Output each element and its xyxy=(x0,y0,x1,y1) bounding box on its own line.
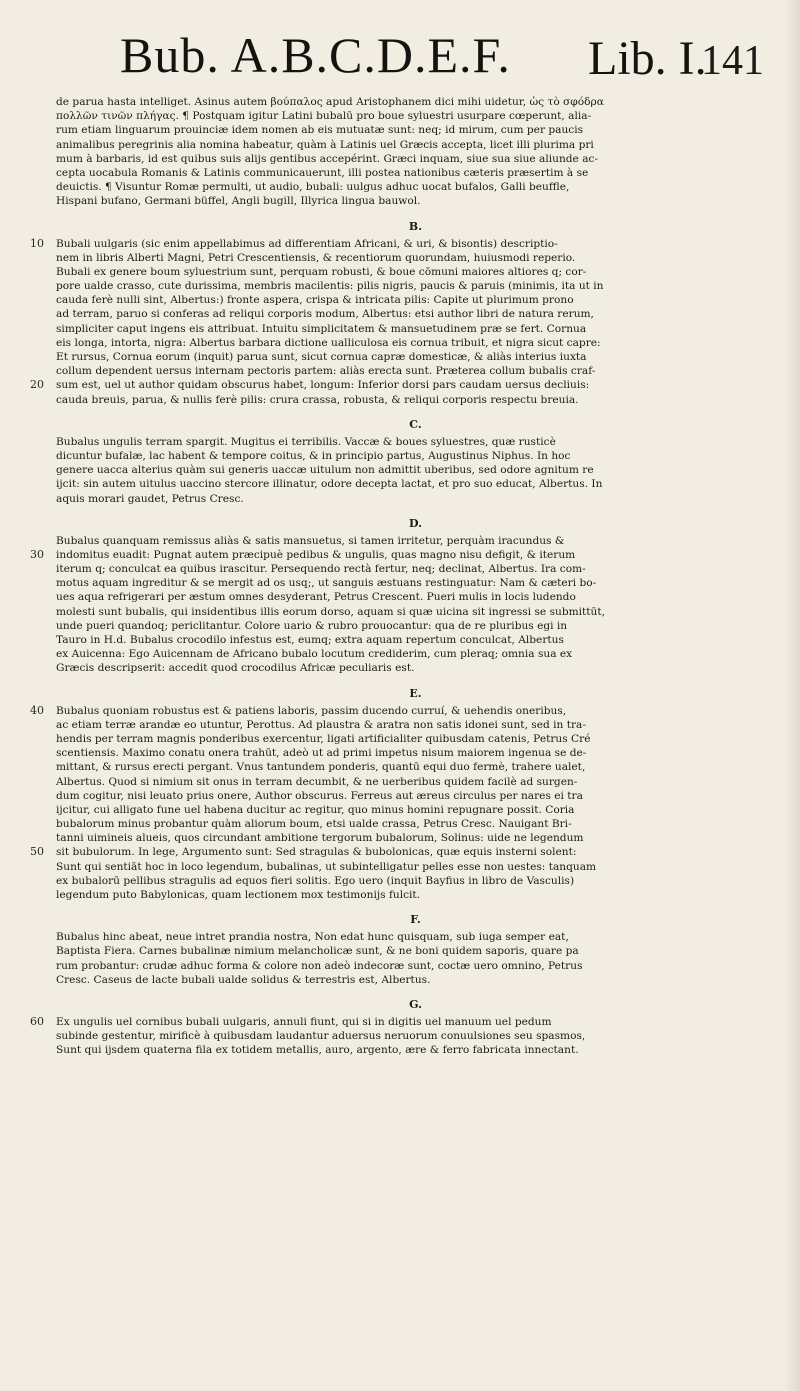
text-line xyxy=(30,95,775,109)
line-text: Baptista Fiera. Carnes bubalinæ nimium melancholicæ sunt, & ne boni quidem saporis, quare pa xyxy=(56,945,579,958)
paragraph-gap xyxy=(30,209,775,217)
text-line xyxy=(30,251,775,265)
section-letter: D. xyxy=(409,516,422,530)
section-letter: G. xyxy=(409,997,422,1011)
text-line xyxy=(30,350,775,364)
text-line xyxy=(30,138,775,152)
text-line xyxy=(30,265,775,279)
line-text: Sunt qui sentiāt hoc in loco legendum, bubalinas, ut subintelligatur pelles esse non uestes: tanquam xyxy=(56,860,597,873)
line-text: animalibus peregrinis alia nomina habeatur, quàm à Latinis uel Græcis accepta, licet illi plurima pri xyxy=(56,138,594,151)
text-line xyxy=(30,661,775,675)
text-line xyxy=(30,775,775,789)
line-text: ues aqua refrigerari per æstum omnes desyderant, Petrus Crescent. Pueri mulis in locis ludendo xyxy=(56,591,576,604)
line-text: dum cogitur, nisi leuato prius onere, Author obscurus. Ferreus aut æreus circulus per nares ei tra xyxy=(56,789,583,802)
line-text: iterum q; conculcat ea quibus irascitur. Persequendo rectà fertur, neq; declinat, Albertus. Ira com- xyxy=(56,563,586,576)
text-line xyxy=(30,463,775,477)
text-line xyxy=(30,760,775,774)
text-line xyxy=(30,435,775,449)
line-text: Græcis descripserit: accedit quod crocodilus Africæ peculiaris est. xyxy=(56,662,415,675)
line-text: Bubali ex genere boum syluestrium sunt, perquam robusti, & boue cōmuni maiores altiores q; cor- xyxy=(56,265,587,278)
section-letter: F. xyxy=(410,913,421,927)
line-text: Bubalus quanquam remissus aliàs & satis mansuetus, si tamen irritetur, perquàm iracundus & xyxy=(56,534,565,547)
line-number: 20 xyxy=(30,378,44,392)
text-line xyxy=(30,1029,775,1043)
paragraph-gap xyxy=(30,676,775,684)
section-letter: C. xyxy=(409,417,422,431)
line-text: Bubalus quoniam robustus est & patiens laboris, passim ducendo curruí, & uehendis oneribus, xyxy=(56,704,567,717)
text-line xyxy=(30,364,775,378)
text-line xyxy=(30,633,775,647)
text-line xyxy=(30,874,775,888)
paragraph-gap xyxy=(30,407,775,415)
line-number: 10 xyxy=(30,236,44,250)
line-text: sum est, uel ut author quidam obscurus habet, longum: Inferior dorsi pars caudam uersus decliuis: xyxy=(56,379,590,392)
text-line xyxy=(30,845,775,859)
line-text: ijcit: sin autem uitulus uaccino stercore illinatur, odore decepta lactat, et pro suo educat, Albertus. In xyxy=(56,478,603,491)
text-line xyxy=(30,449,775,463)
text-line xyxy=(30,378,775,392)
line-number: 50 xyxy=(30,845,44,859)
line-text: hendis per terram magnis ponderibus exercentur, ligati artificialiter quibusdam catenis, Petrus Cré xyxy=(56,732,591,745)
line-text: Bubalus hinc abeat, neue intret prandia nostra, Non edat hunc quisquam, sub iuga semper eat, xyxy=(56,931,569,944)
text-line xyxy=(30,888,775,902)
text-line xyxy=(30,293,775,307)
text-line xyxy=(30,237,775,251)
text-line xyxy=(30,322,775,336)
text-line xyxy=(30,746,775,760)
line-text: collum dependent uersus internam pectoris partem: aliàs erecta sunt. Præterea collum bubalis craf- xyxy=(56,365,596,378)
line-text: ex Auicenna: Ego Auicennam de Africano bubalo locutum crediderim, cum pleraq; omnia sua ex xyxy=(56,648,573,661)
line-text: aquis morari gaudet, Petrus Cresc. xyxy=(56,492,244,505)
line-text: ac etiam terræ arandæ eo utuntur, Perottus. Ad plaustra & aratra non satis idonei sunt, sed in tra- xyxy=(56,718,586,731)
text-line xyxy=(30,548,775,562)
line-text: Albertus. Quod si nimium sit onus in terram decumbit, & ne uerberibus quidem facilè ad surgen- xyxy=(56,775,578,788)
line-text: indomitus euadit: Pugnat autem præcipuè pedibus & ungulis, quas magno nisu defigit, & iterum xyxy=(56,548,576,561)
line-text: Hispani bufano, Germani büffel, Angli bugill, Illyrica lingua bauwol. xyxy=(56,195,421,208)
line-text: Sunt qui ijsdem quaterna fila ex totidem metallis, auro, argento, ære & ferro fabricata innectant. xyxy=(56,1044,579,1057)
text-line xyxy=(30,393,775,407)
line-text: dicuntur bufalæ, lac habent & tempore coitus, & in principio partus, Augustinus Niphus. In hoc xyxy=(56,449,571,462)
line-text: nem in libris Alberti Magni, Petri Crescentiensis, & recentiorum quorundam, huiusmodi reperio. xyxy=(56,251,576,264)
line-text: rum probantur: crudæ adhuc forma & colore non adeò indecoræ sunt, coctæ uero omnino, Petrus xyxy=(56,959,583,972)
text-line xyxy=(30,152,775,166)
line-text: unde pueri quandoq; periclitantur. Colore uario & rubro prouocantur: qua de re pluribus egi in xyxy=(56,619,568,632)
text-line xyxy=(30,180,775,194)
running-head-book: Lib. I. xyxy=(588,32,707,85)
text-line xyxy=(30,789,775,803)
line-text: ex bubalorū pellibus stragulis ad equos fieri solitis. Ego uero (inquit Bayfius in libro de Vasculis) xyxy=(56,874,575,887)
line-text: mittant, & rursus erecti pergant. Vnus tantundem ponderis, quantū equi duo fermè, trahere ualet, xyxy=(56,761,586,774)
text-line xyxy=(30,534,775,548)
text-line xyxy=(30,831,775,845)
line-text: scentiensis. Maximo conatu onera trahūt, adeò ut ad primi impetus nisum maiorem ingenua se de- xyxy=(56,747,587,760)
text-line xyxy=(30,930,775,944)
line-number: 40 xyxy=(30,703,44,717)
folio-number: 141 xyxy=(701,38,764,84)
line-text: mum à barbaris, id est quibus suis alijs gentibus accepérint. Græci inquam, siue sua siue aliunde ac- xyxy=(56,152,599,165)
text-line xyxy=(30,973,775,987)
line-text: Tauro in H.d. Bubalus crocodilo infestus est, eumq; extra aquam repertum conculcat, Albertus xyxy=(56,634,564,646)
line-text: molesti sunt bubalis, qui insidentibus illis eorum dorso, aquam si quæ uicina sit ingressi se submittūt, xyxy=(56,605,606,618)
line-text: πολλῶν τινῶν πλήγας. ¶ Postquam igitur Latini bubalū pro boue syluestri usurpare cœperunt, alia- xyxy=(56,110,592,123)
line-text: pore ualde crasso, cute durissima, membris macilentis: pilis nigris, paucis & paruis (minimis, ita ut in xyxy=(56,280,604,293)
text-line xyxy=(30,959,775,973)
text-line xyxy=(30,1015,775,1029)
line-text: legendum puto Babylonicas, quam lectionem mox testimonijs fulcit. xyxy=(56,889,421,901)
text-line xyxy=(30,732,775,746)
text-line xyxy=(30,477,775,491)
line-text: sit bubulorum. In lege, Argumento sunt: Sed stragulas & bubolonicas, quæ equis insterni solent: xyxy=(56,846,577,859)
text-line xyxy=(30,576,775,590)
line-text: tanni uimineis alueis, quos circundant ambitione tergorum bubalorum, Solinus: uide ne legendum xyxy=(56,832,584,845)
page-edge-shadow xyxy=(784,0,800,1391)
paragraph-gap xyxy=(30,506,775,514)
line-text: deuictis. ¶ Visuntur Romæ permulti, ut audio, bubali: uulgus adhuc uocat bufalos, Galli beuffle, xyxy=(56,181,570,194)
line-number: 60 xyxy=(30,1014,44,1028)
text-line xyxy=(30,109,775,123)
text-block xyxy=(30,95,775,1058)
line-text: subinde gestentur, mirificè à quibusdam laudantur aduersus neruorum conuulsiones seu spasmos, xyxy=(56,1030,586,1043)
text-line xyxy=(30,1043,775,1057)
line-text: Ex ungulis uel cornibus bubali uulgaris, annuli fiunt, qui si in digitis uel manuum uel pedum xyxy=(56,1015,552,1028)
section-letter: B. xyxy=(408,219,423,233)
line-text: eis longa, intorta, nigra: Albertus barbara dictione ualliculosa eis cornua tribuit, et nigra sicut capre: xyxy=(56,336,601,349)
paragraph-gap xyxy=(30,987,775,995)
text-line xyxy=(30,562,775,576)
text-line xyxy=(30,307,775,321)
text-line xyxy=(30,123,775,137)
text-line xyxy=(30,803,775,817)
text-line xyxy=(30,817,775,831)
text-line xyxy=(30,605,775,619)
text-line xyxy=(30,166,775,180)
section-letter: E. xyxy=(409,686,422,700)
line-text: cauda ferè nulli sint, Albertus:) fronte aspera, crispa & intricata pilis: Capite ut plurimum prono xyxy=(56,294,574,307)
line-text: simpliciter caput ingens eis attribuat. Intuitu simplicitatem & mansuetudinem præ se fert. Cornua xyxy=(56,322,587,335)
line-number: 30 xyxy=(30,547,44,561)
text-line xyxy=(30,619,775,633)
line-text: Bubali uulgaris (sic enim appellabimus ad differentiam Africani, & uri, & bisontis) descriptio- xyxy=(56,237,558,250)
text-line xyxy=(30,704,775,718)
line-text: Cresc. Caseus de lacte bubali ualde solidus & terrestris est, Albertus. xyxy=(56,973,431,986)
line-text: cauda breuis, parua, & nullis ferè pilis: crura crassa, robusta, & reliqui corporis respectu breuia. xyxy=(56,393,579,406)
line-text: cepta uocabula Romanis & Latinis communicauerunt, illi postea nationibus cæteris præsertim à se xyxy=(56,166,589,179)
line-text: de parua hasta intelliget. Asinus autem βούπαλος apud Aristophanem dici mihi uidetur, ὡς τὸ σφόδρα xyxy=(56,96,604,108)
line-text: genere uacca alterius quàm sui generis uaccæ uitulum non admittit uberibus, sed odore agnitum re xyxy=(56,464,594,477)
text-line xyxy=(30,718,775,732)
line-text: ad terram, paruo si conferas ad reliqui corporis modum, Albertus: etsi author libri de natura rerum, xyxy=(56,308,594,321)
line-text: motus aquam ingreditur & se mergit ad os usq;, ut sanguis æstuans restinguatur: Nam & cæteri bo- xyxy=(56,577,597,590)
text-line xyxy=(30,860,775,874)
text-line xyxy=(30,279,775,293)
text-line xyxy=(30,944,775,958)
line-text: ijcitur, cui alligato fune uel habena ducitur ac regitur, quo minus homini repugnare possit. Coria xyxy=(56,803,575,816)
running-head xyxy=(120,18,770,92)
text-line xyxy=(30,336,775,350)
text-line xyxy=(30,492,775,506)
line-text: rum etiam linguarum prouinciæ idem nomen ab eis mutuatæ sunt: neq; id mirum, cum per paucis xyxy=(56,124,584,137)
text-line xyxy=(30,194,775,208)
line-text: bubalorum minus probantur quàm aliorum boum, etsi ualde crassa, Petrus Cresc. Nauigant Bri- xyxy=(56,818,572,831)
running-head-title: Bub. A.B.C.D.E.F. xyxy=(120,27,511,83)
line-text: Et rursus, Cornua eorum (inquit) parua sunt, sicut cornua capræ domesticæ, & aliàs interius iuxta xyxy=(56,351,587,363)
line-text: Bubalus ungulis terram spargit. Mugitus ei terribilis. Vaccæ & boues syluestres, quæ rusticè xyxy=(56,435,556,448)
text-line xyxy=(30,647,775,661)
paragraph-gap xyxy=(30,902,775,910)
text-line xyxy=(30,590,775,604)
